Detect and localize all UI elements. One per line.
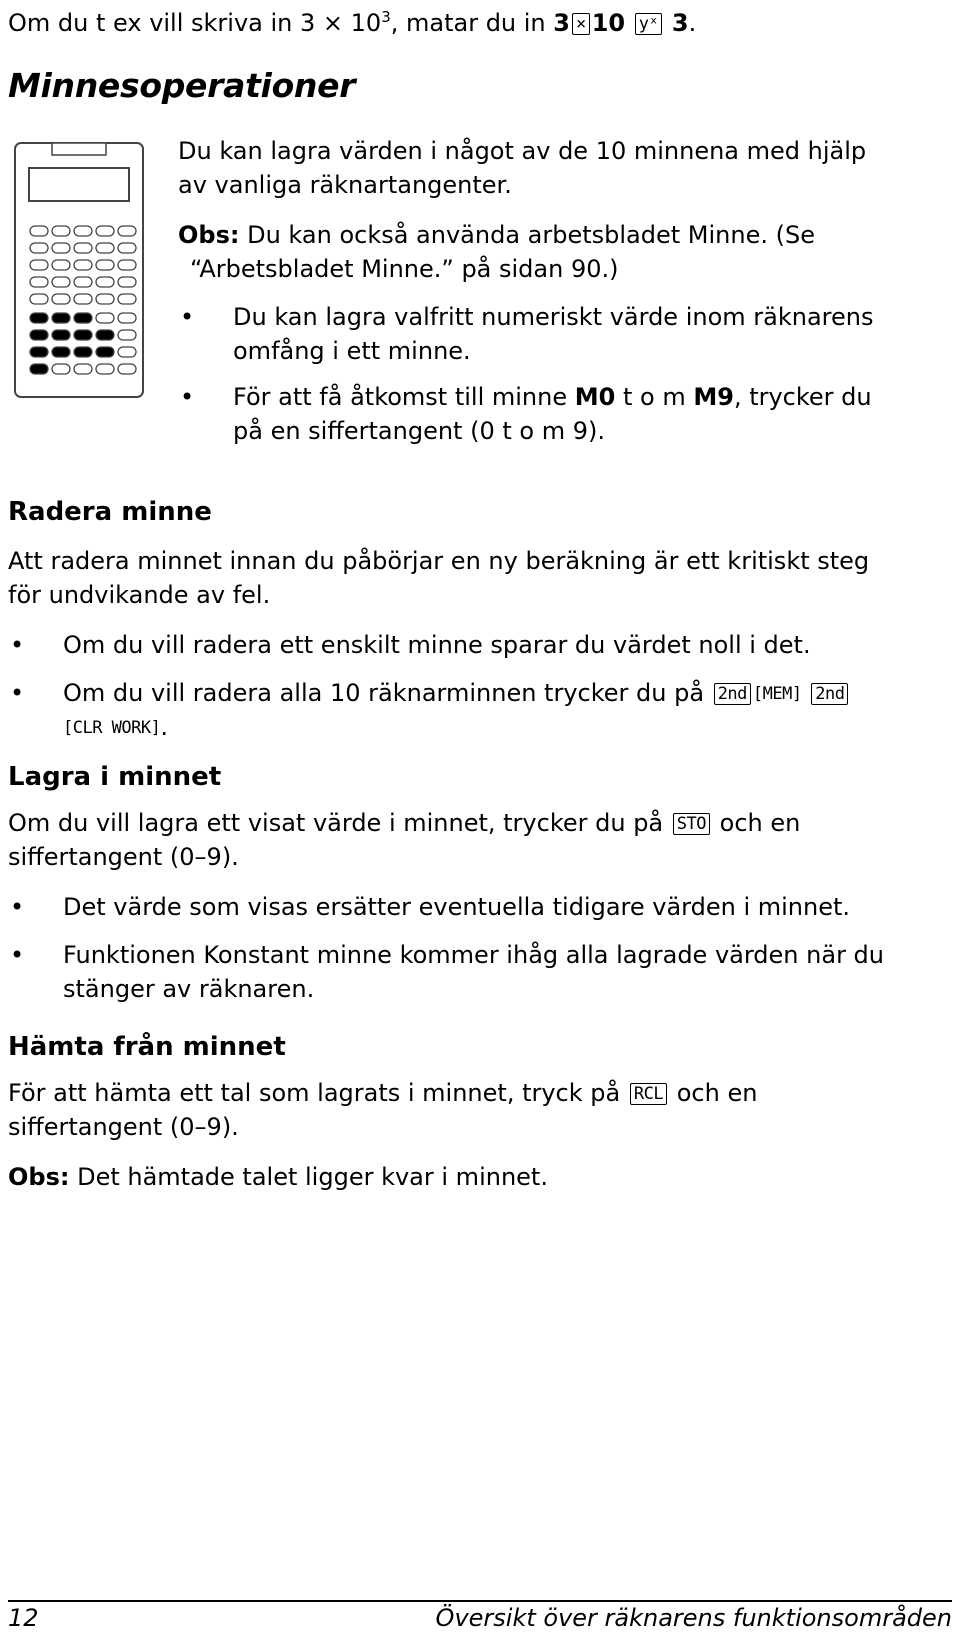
calculator-key: [96, 226, 114, 236]
memory-intro: [178, 134, 948, 448]
calculator-key: [30, 330, 48, 340]
heading-radera-minne: Radera minne: [8, 497, 212, 527]
bullet-icon: •: [180, 303, 195, 331]
power-key: yˣ: [635, 13, 662, 35]
bullet-icon: •: [10, 679, 25, 707]
list-item: • Om du vill radera ett enskilt minne sparar du värdet noll i det.: [8, 628, 953, 662]
obs-label: Obs:: [178, 221, 240, 249]
obs-label: Obs:: [8, 1163, 70, 1191]
footer-rule: [8, 1600, 952, 1602]
hamta-section: För att hämta ett tal som lagrats i minnet, tryck på RCL och en siffertangent (0–9). Obs: Det hämtade talet ligger kvar i minnet.: [8, 1076, 953, 1194]
clr-work-key: [CLR WORK]: [63, 718, 161, 738]
bullet-icon: •: [10, 893, 25, 921]
calculator-key: [96, 277, 114, 287]
calculator-key: [74, 330, 92, 340]
calculator-key: [74, 277, 92, 287]
calculator-keypad: [30, 226, 136, 374]
calculator-key: [30, 243, 48, 253]
calculator-key: [96, 347, 114, 357]
obs-note: Obs: Det hämtade talet ligger kvar i minnet.: [8, 1163, 548, 1191]
key-three-b: 3: [671, 9, 689, 37]
calculator-key: [96, 364, 114, 374]
heading-lagra-i-minnet: Lagra i minnet: [8, 762, 222, 792]
calculator-key: [52, 330, 70, 340]
calculator-key: [118, 364, 136, 374]
calculator-display: [29, 168, 129, 201]
calculator-key: [118, 243, 136, 253]
calculator-key: [52, 347, 70, 357]
intro-line: [8, 0, 696, 40]
calculator-key: [74, 313, 92, 323]
obs-reference: “Arbetsbladet Minne.” på sidan 90.): [190, 255, 619, 283]
calculator-key: [96, 294, 114, 304]
key-ten: 10: [591, 9, 626, 37]
calculator-solar-panel: [52, 143, 106, 155]
page-number: 12: [8, 1604, 39, 1632]
calculator-key: [96, 313, 114, 323]
calculator-key: [52, 277, 70, 287]
times-glyph: ×: [322, 9, 344, 37]
calculator-key: [30, 260, 48, 270]
list-item: • Om du vill radera alla 10 räknarminnen trycker du på 2nd [MEM] 2nd [CLR WORK].: [8, 676, 953, 744]
sto-key: STO: [673, 813, 710, 835]
memory-intro-line2: av vanliga räknartangenter.: [178, 171, 512, 199]
bullet-icon: •: [180, 383, 195, 411]
list-item: • Det värde som visas ersätter eventuella tidigare värden i minnet.: [8, 890, 953, 924]
calculator-key: [118, 260, 136, 270]
calculator-key: [30, 347, 48, 357]
calculator-key: [74, 260, 92, 270]
radera-section: Att radera minnet innan du påbörjar en ny beräkning är ett kritiskt steg för undvikande av fel. • Om du vill radera ett enskilt minne sparar du värdet noll i det. • Om du vill radera alla 10 räknarminnen trycker du på 2nd [MEM] 2nd [CLR WORK].: [8, 544, 953, 744]
calculator-key: [96, 330, 114, 340]
multiply-key: ×: [572, 13, 590, 35]
calculator-key: [96, 260, 114, 270]
second-key: 2nd: [811, 683, 848, 705]
calculator-key: [52, 226, 70, 236]
intro-text: Om du t ex vill skriva in 3: [8, 9, 323, 37]
second-key: 2nd: [714, 683, 751, 705]
key-three: 3: [553, 9, 570, 37]
calculator-key: [118, 277, 136, 287]
memory-intro-line1: Du kan lagra värden i något av de 10 minnena med hjälp: [178, 137, 867, 165]
intro-exponent: 3: [381, 8, 391, 26]
calculator-key: [52, 260, 70, 270]
calculator-key: [118, 226, 136, 236]
calculator-key: [30, 277, 48, 287]
memory-m9: M9: [693, 383, 734, 411]
section-title: Minnesoperationer: [8, 66, 356, 105]
calculator-key: [74, 294, 92, 304]
calculator-key: [96, 243, 114, 253]
mem-key: [MEM]: [752, 684, 802, 704]
list-item: • Du kan lagra valfritt numeriskt värde inom räknarens omfång i ett minne.: [178, 300, 948, 368]
heading-hamta-fran-minnet: Hämta från minnet: [8, 1032, 286, 1062]
calculator-key: [74, 364, 92, 374]
intro-period: .: [688, 9, 697, 37]
calculator-key: [118, 313, 136, 323]
calculator-key: [74, 226, 92, 236]
calculator-key: [74, 347, 92, 357]
calculator-key: [30, 364, 48, 374]
calculator-key: [30, 226, 48, 236]
calculator-key: [52, 313, 70, 323]
rcl-key: RCL: [630, 1083, 667, 1105]
lagra-section: Om du vill lagra ett visat värde i minnet, trycker du på STO och en siffertangent (0–9). • Det värde som visas ersätter eventuella tidigare värden i minnet. • Funktionen Konstant minne kommer ihåg alla lagrade värden när du stänger av räknaren.: [8, 806, 953, 1006]
calculator-key: [52, 294, 70, 304]
calculator-key: [52, 364, 70, 374]
bullet-icon: •: [10, 941, 25, 969]
obs-note: Obs: Du kan också använda arbetsbladet Minne. (Se: [178, 221, 815, 249]
list-item: • För att få åtkomst till minne M0 t o m M9, trycker du på en siffertangent (0 t o m 9).: [178, 380, 948, 448]
calculator-key: [118, 347, 136, 357]
memory-m0: M0: [574, 383, 616, 411]
calculator-key: [118, 330, 136, 340]
calculator-key: [74, 243, 92, 253]
list-item: • Funktionen Konstant minne kommer ihåg alla lagrade värden när du stänger av räknaren.: [8, 938, 953, 1006]
calculator-illustration: [14, 142, 144, 398]
bullet-icon: •: [10, 631, 25, 659]
calculator-key: [118, 294, 136, 304]
calculator-key: [30, 313, 48, 323]
footer-section-title: Översikt över räknarens funktionsområden: [435, 1604, 952, 1632]
intro-text-after: , matar du in: [390, 9, 554, 37]
intro-ten: 10: [343, 9, 382, 37]
calculator-key: [52, 243, 70, 253]
calculator-key: [30, 294, 48, 304]
